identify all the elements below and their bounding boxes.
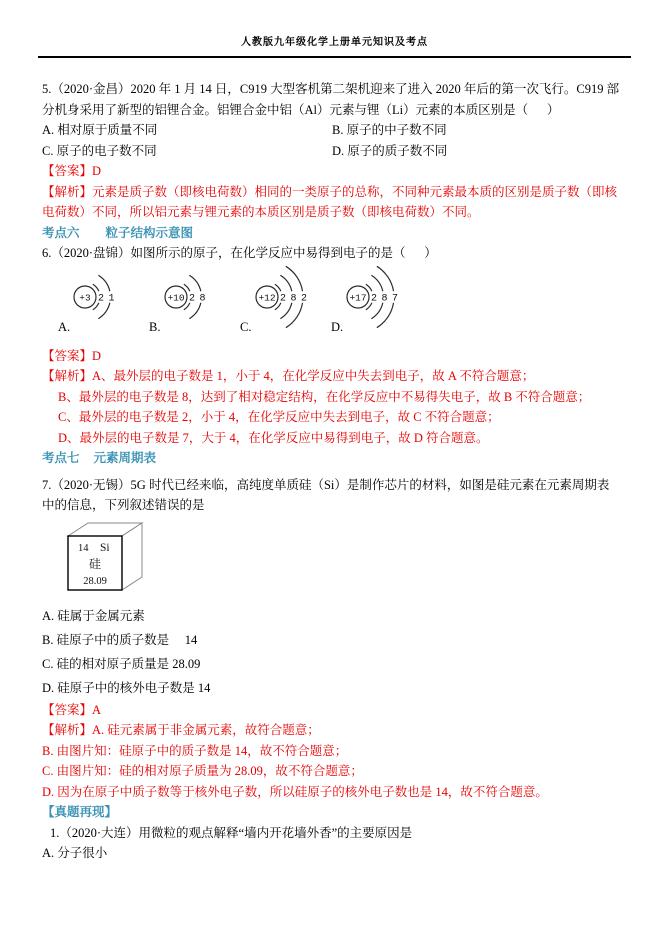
- q6-atom-diagrams: [58, 264, 631, 346]
- q7-answer: 【答案】A: [42, 702, 102, 717]
- section-6-title: 粒子结构示意图: [105, 225, 194, 240]
- q6-stem: 6.（2020·盘锦）如图所示的原子，在化学反应中易得到电子的是（ ）: [42, 246, 437, 260]
- svg-text:8: 8: [199, 293, 206, 304]
- q5-stem-line-2: 分机身采用了新型的铝锂合金。铝锂合金中铝（Al）元素与锂（Li）元素的本质区别是（ ）: [42, 102, 560, 117]
- replay-q1-option-a: A. 分子很小: [42, 846, 108, 860]
- section-7-title: 元素周期表: [93, 451, 157, 465]
- element-cell-cube-svg: [66, 520, 166, 602]
- question-6: [42, 243, 631, 448]
- svg-text:+3: +3: [79, 292, 91, 303]
- section-7-label: 考点七: [42, 451, 80, 465]
- header-divider: [38, 56, 631, 58]
- svg-text:2: 2: [279, 293, 287, 304]
- q5-analysis-line-1: 【解析】元素是质子数（即核电荷数）相同的一类原子的总称，不同种元素最本质的区别是质子数（即核: [42, 184, 618, 199]
- element-atomic-number: 14: [78, 542, 89, 554]
- q7-analysis-line-1: 【解析】A. 硅元素属于非金属元素，故符合题意；: [42, 723, 320, 737]
- q7-analysis-line-3: C. 由图片知：硅的相对原子质量为 28.09，故不符合题意；: [42, 764, 363, 778]
- q5-option-b: B. 原子的中子数不同: [332, 123, 447, 137]
- q5-answer: 【答案】D: [42, 164, 102, 178]
- q5-stem-line-1: 5.（2020·金昌）2020 年 1 月 14 日，C919 大型客机第二架机迎来了进入 2020 年后的第一次飞行。C919 部: [42, 82, 620, 96]
- q5-option-c: C. 原子的电子数不同: [42, 143, 157, 158]
- atom-diagram-d: [331, 264, 422, 346]
- section-6-label: 考点六: [42, 225, 80, 240]
- atom-c-label: C.: [240, 319, 252, 334]
- q6-analysis-line-1: 【解析】A、最外层的电子数是 1，小于 4，在化学反应中失去到电子，故 A 不符合题意；: [42, 369, 535, 383]
- q5-option-row-1: [42, 120, 631, 141]
- replay-section: [42, 802, 631, 864]
- section-heading-6: [42, 223, 631, 244]
- element-cell-diagram: [66, 520, 631, 602]
- svg-text:2: 2: [300, 293, 308, 304]
- q7-option-b: B. 硅原子中的质子数是 14: [42, 632, 198, 647]
- element-symbol: Si: [100, 541, 110, 554]
- svg-text:8: 8: [381, 293, 388, 304]
- question-7: [42, 475, 631, 803]
- q6-answer: 【答案】D: [42, 348, 102, 363]
- q7-option-d: D. 硅原子中的核外电子数是 14: [42, 680, 211, 695]
- element-name: 硅: [88, 556, 102, 571]
- q7-analysis-line-2: B. 由图片知：硅原子中的质子数是 14，故不符合题意；: [42, 743, 348, 758]
- svg-text:+10: +10: [167, 292, 185, 303]
- q7-analysis-line-4: D. 因为在原子中质子数等于核外电子数，所以硅原子的核外电子数也是 14，故不符合题意。: [42, 784, 548, 799]
- atom-diagram-c: [240, 264, 331, 346]
- q6-analysis-line-2: B、最外层的电子数是 8，达到了相对稳定结构，在化学反应中不易得失电子，故 B 不符合题意；: [58, 389, 591, 404]
- question-5: [42, 79, 631, 223]
- svg-text:1: 1: [108, 293, 115, 304]
- section-heading-7: [42, 448, 631, 469]
- svg-text:2: 2: [370, 293, 378, 304]
- atom-diagram-b: [149, 264, 240, 346]
- atom-diagram-a: [58, 264, 149, 346]
- document-header-title: 人教版九年级化学上册单元知识及考点: [241, 37, 428, 48]
- atom-a-label: A.: [58, 319, 71, 334]
- q7-option-c: C. 硅的相对原子质量是 28.09: [42, 656, 201, 671]
- element-atomic-mass: 28.09: [83, 575, 107, 587]
- svg-text:2: 2: [97, 293, 105, 304]
- svg-text:8: 8: [290, 293, 297, 304]
- q6-analysis-line-3: C、最外层的电子数是 2，小于 4，在化学反应中失去到电子，故 C 不符合题意；: [58, 410, 500, 424]
- svg-text:+17: +17: [349, 292, 367, 303]
- replay-heading: 【真题再现】: [42, 805, 118, 819]
- q5-option-a: A. 相对原于质量不同: [42, 123, 158, 137]
- svg-text:+12: +12: [258, 292, 276, 303]
- atom-d-label: D.: [331, 319, 344, 334]
- q6-analysis-line-4: D、最外层的电子数是 7，大于 4，在化学反应中易得到电子，故 D 符合题意。: [58, 430, 489, 445]
- q5-analysis-line-2: 电荷数）不同，所以铝元素与锂元素的本质区别是质子数（即核电荷数）不同。: [42, 205, 480, 219]
- q5-option-d: D. 原子的质子数不同: [332, 143, 448, 158]
- q7-option-a: A. 硅属于金属元素: [42, 608, 145, 623]
- svg-text:2: 2: [188, 293, 196, 304]
- q7-stem-line-2: 中的信息，下列叙述错误的是: [42, 498, 205, 512]
- atom-b-label: B.: [149, 319, 161, 334]
- svg-text:7: 7: [391, 293, 399, 304]
- q5-option-row-2: [42, 141, 631, 162]
- q7-stem-line-1: 7.（2020·无锡）5G 时代已经来临，高纯度单质硅（Si）是制作芯片的材料，如图是硅元素在元素周期表: [42, 477, 610, 492]
- replay-q1-stem: 1.（2020·大连）用微粒的观点解释“墙内开花墙外香”的主要原因是: [50, 825, 413, 840]
- document-content: [42, 79, 631, 864]
